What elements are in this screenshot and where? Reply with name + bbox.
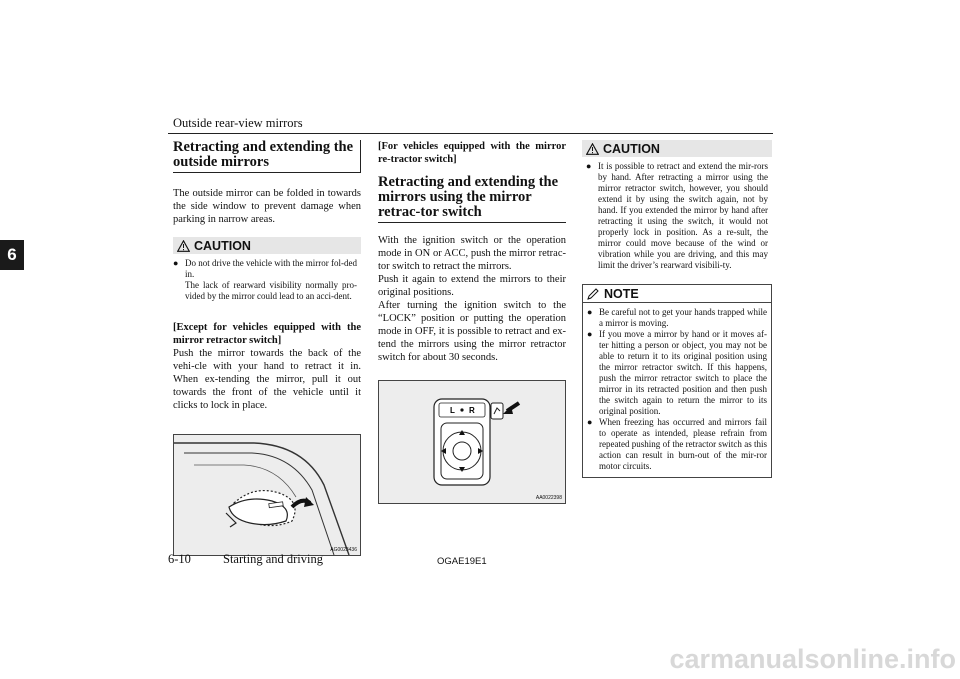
switch-figure	[378, 380, 566, 504]
caution-bullet	[586, 161, 768, 271]
figure-code: AA0022398	[535, 495, 562, 501]
caution-bullet-text: It is possible to retract and extend the mir-rors by hand. After retracting a mirror using the mirror retractor switch, however, you should extend it by using the switch again, not by hand. If you extended the mirror by hand after retracting it using the switch, it would not properly lock in position. As a re-sult, the mirror could move because of the wind or vibration while you are driving, and this may limit the driver’s rearward visibili-ty.	[598, 161, 768, 270]
caution-body	[173, 254, 361, 307]
footer-code: OGAE19E1	[437, 556, 487, 567]
bullet-dot-icon: ●	[173, 258, 179, 268]
intro-paragraph: The outside mirror can be folded in towards the side window to prevent damage when parking in narrow areas.	[173, 188, 361, 225]
manual-retract-paragraph: Push the mirror towards the back of the vehi-cle with your hand to retract it in. When ex-tending the mirror, pull it out towards the front of the vehicle until it clicks to lock in place.	[173, 348, 361, 411]
subheading-except: [Except for vehicles equipped with the mirror retractor switch]	[173, 322, 361, 346]
caution-box-right	[582, 140, 772, 276]
caution-header	[582, 140, 772, 157]
note-bullet-text: If you move a mirror by hand or it moves af-ter hitting a person or object, you may not be able to return it to its original position using the mirror retractor switch. If this happens, push the mirror retractor switch to place the mirror in its retracted position and then push the switch again to return the mirror to its original position.	[599, 329, 767, 416]
warning-icon	[177, 240, 190, 252]
mirror-switch-illustration	[379, 381, 566, 503]
switch-label-l: L	[450, 406, 455, 415]
note-label: NOTE	[604, 286, 639, 301]
caution-body	[582, 157, 772, 276]
middle-column	[378, 140, 566, 504]
caution-bullet-text: Do not drive the vehicle with the mirror fol-ded in. The lack of rearward visibility normally pro-vided by the mirror could lead to an acci-dent.	[185, 258, 357, 301]
pencil-note-icon	[587, 288, 600, 300]
bullet-dot-icon: ●	[587, 307, 593, 317]
note-bullet-text: Be careful not to get your hands trapped while a mirror is moving.	[599, 307, 767, 328]
switch-para-1: With the ignition switch or the operation mode in ON or ACC, push the mirror retrac-tor switch to retract the mirrors.	[378, 235, 566, 272]
header-rule	[168, 133, 773, 134]
note-bullet-text: When freezing has occurred and mirrors fail to operate as intended, please refrain from repeated pushing of the retractor switch as this action can result in burn-out of the mir-ror motor circuits.	[599, 417, 767, 471]
note-body	[583, 303, 771, 477]
note-box	[582, 284, 772, 478]
chapter-tab: 6	[0, 240, 24, 270]
section-heading-retracting: Retracting and extending the outside mirrors	[173, 140, 361, 173]
warning-icon	[586, 143, 599, 155]
page-header-title: Outside rear-view mirrors	[173, 116, 303, 130]
right-column	[582, 140, 772, 478]
mirror-illustration	[174, 435, 361, 555]
caution-label: CAUTION	[194, 238, 251, 253]
note-bullet	[587, 417, 767, 472]
note-bullet	[587, 307, 767, 329]
caution-bullet	[173, 258, 357, 302]
note-header	[583, 285, 771, 303]
caution-box-left	[173, 237, 361, 307]
caution-label: CAUTION	[603, 141, 660, 156]
footer-page-number: 6-10	[168, 552, 191, 566]
switch-para-2: Push it again to extend the mirrors to their original positions.	[378, 274, 566, 298]
caution-header	[173, 237, 361, 254]
mirror-fold-figure	[173, 434, 361, 556]
bullet-dot-icon: ●	[587, 329, 593, 339]
bullet-dot-icon: ●	[586, 161, 592, 171]
bullet-dot-icon: ●	[587, 417, 593, 427]
switch-label-r: R	[469, 406, 475, 415]
switch-para-3: After turning the ignition switch to the “LOCK” position or putting the operation mode in OFF, it is possible to retract and ex-tend the mirrors using the mirror retractor switch for about 30 seconds.	[378, 300, 566, 363]
figure-code: AG0023436	[330, 547, 357, 553]
section-heading-switch: Retracting and extending the mirrors using the mirror retrac-tor switch	[378, 175, 566, 223]
footer-section-name: Starting and driving	[223, 552, 323, 566]
watermark: carmanualsonline.info	[669, 644, 956, 674]
note-bullet	[587, 329, 767, 417]
left-column	[173, 140, 361, 556]
subheading-for-vehicles: [For vehicles equipped with the mirror re-tractor switch]	[378, 141, 566, 165]
